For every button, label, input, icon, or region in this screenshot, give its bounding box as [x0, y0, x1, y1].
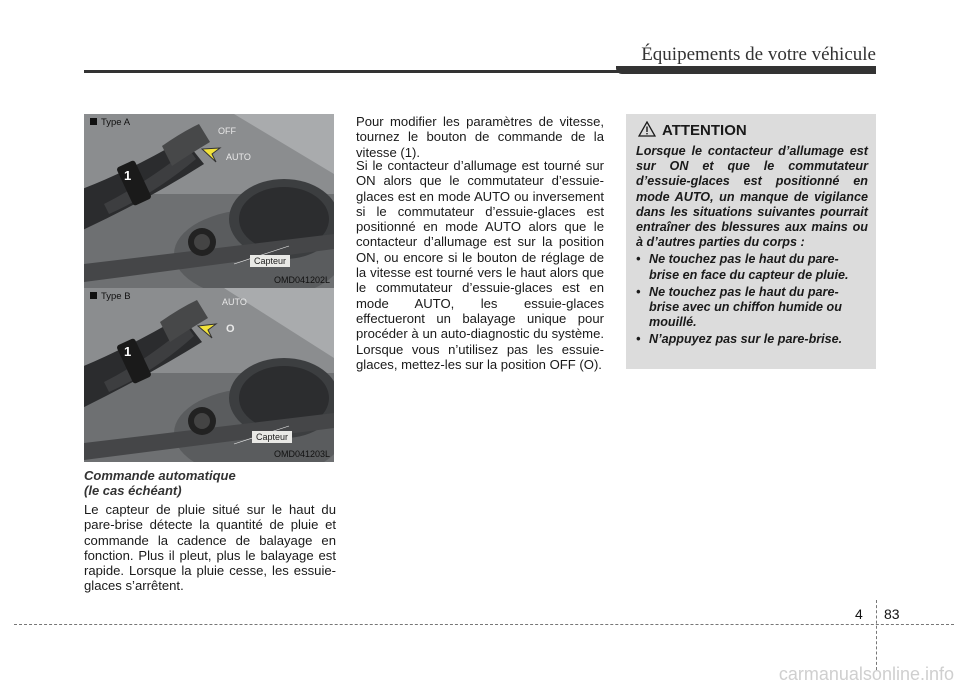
header-tab	[616, 66, 876, 74]
bullet: •	[636, 332, 641, 347]
attention-body	[636, 144, 868, 348]
list-item-text: Ne touchez pas le haut du pare-brise en face du capteur de pluie.	[649, 252, 849, 282]
section-heading	[84, 468, 336, 498]
list-item-text: Ne touchez pas le haut du pare-brise avec un chiffon humide ou mouillé.	[649, 284, 842, 330]
middle-paragraph-2: Si le contacteur d’allumage est tourné sur ON alors que le commutateur d’essuie-glaces est en mode AUTO ou inversement si le commutateur d’essuie-glaces est positionné en mode AUTO alors que le contacteur d’allumage est sur la position ON, ou encore si le bouton de réglage de la vitesse est tourné vers le haut alors que le commutateur d’essuie-glaces est en mode AUTO, les essuie-glaces effectueront un balayage unique pour procéder à un auto-diagnostic du système. Lorsque vous n’utilisez pas les essuie-glaces, mettez-les sur la position OFF (O).	[356, 158, 604, 372]
capteur-tag-b: Capteur	[252, 431, 292, 443]
figure-type-a	[84, 114, 334, 288]
label-square-icon	[90, 118, 97, 125]
capteur-tag-a: Capteur	[250, 255, 290, 267]
list-item	[636, 252, 868, 282]
figure-b-label	[90, 291, 131, 302]
attention-box	[626, 114, 876, 369]
list-item	[636, 332, 868, 347]
wiper-stalk-illustration-a	[84, 114, 334, 288]
attention-title: ATTENTION	[662, 122, 747, 139]
watermark[interactable]: carmanualsonline.info	[778, 664, 954, 684]
middle-paragraph-1: Pour modifier les paramètres de vitesse, tournez le bouton de commande de la vitesse (1).	[356, 114, 604, 160]
off-label-b: O	[226, 323, 235, 335]
footer-divider	[876, 600, 877, 670]
figure-a-label	[90, 117, 130, 128]
footer-rule	[14, 624, 954, 625]
off-label-a: OFF	[218, 126, 236, 136]
page-header-title: Équipements de votre véhicule	[641, 44, 876, 65]
section-heading-line-2: (le cas échéant)	[84, 483, 182, 498]
figure-a-code: OMD041202L	[273, 275, 330, 285]
warning-triangle-icon	[638, 121, 656, 137]
speed-knob-number-b: 1	[124, 344, 132, 359]
speed-knob-number-a: 1	[124, 168, 132, 183]
chapter-number: 4	[855, 606, 863, 622]
figure-b-label-text: Type B	[101, 291, 131, 302]
bullet: •	[636, 284, 641, 299]
attention-intro: Lorsque le contacteur d’allumage est sur ON et que le commutateur d’essuie-glaces est positionné en mode AUTO, un manque de vigilance dans les situations suivantes pourrait entraîner des blessures aux mains ou à d’autres parties du corps :	[636, 144, 868, 250]
auto-label-a: AUTO	[226, 152, 251, 162]
list-item	[636, 285, 868, 331]
figure-type-b	[84, 288, 334, 462]
left-paragraph: Le capteur de pluie situé sur le haut du pare-brise détecte la quantité de pluie et commande la cadence de balayage en fonction. Plus il pleut, plus le balayage est rapide. Lorsque la pluie cesse, les essuie-glaces s’arrêtent.	[84, 502, 336, 594]
section-heading-line-1: Commande automatique	[84, 468, 236, 483]
attention-list	[636, 252, 868, 347]
figure-a-label-text: Type A	[101, 117, 131, 128]
list-item-text: N’appuyez pas sur le pare-brise.	[649, 332, 843, 347]
label-square-icon	[90, 292, 97, 299]
bullet: •	[636, 252, 641, 267]
auto-label-b: AUTO	[222, 297, 247, 307]
wiper-stalk-illustration-b	[84, 288, 334, 462]
page-number: 83	[884, 606, 900, 622]
figure-b-code: OMD041203L	[273, 449, 330, 459]
